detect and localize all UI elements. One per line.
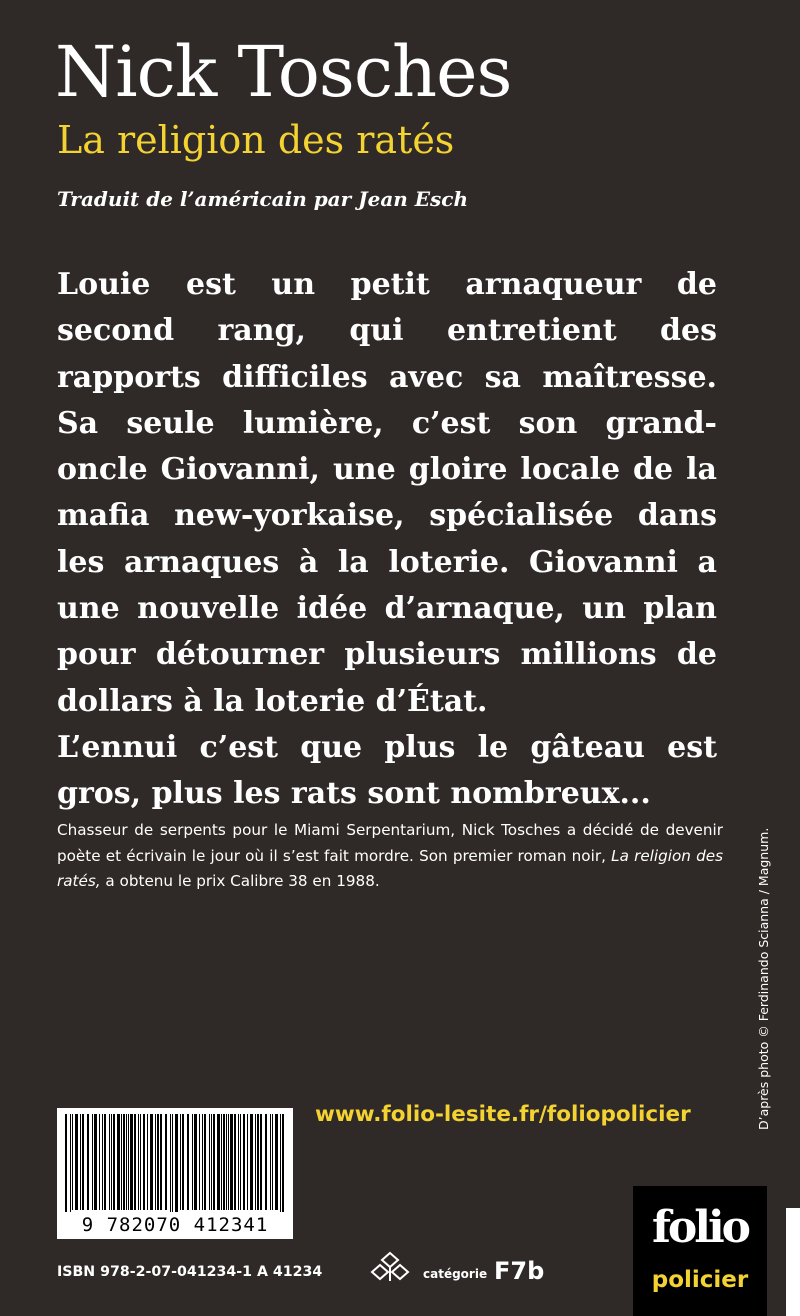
folio-logo-name: folio	[651, 1202, 749, 1253]
isbn: ISBN 978-2-07-041234-1 A 41234	[57, 1264, 323, 1280]
folio-logo	[633, 1186, 767, 1316]
author-name: Nick Tosches	[55, 31, 512, 113]
barcode	[57, 1108, 293, 1239]
category-code: F7b	[494, 1257, 545, 1285]
book-title: La religion des ratés	[57, 118, 455, 162]
barcode-bars	[57, 1108, 293, 1214]
barcode-digits: 9 782070 412341	[57, 1212, 293, 1238]
edge-mark	[786, 1208, 800, 1316]
author-bio	[57, 818, 723, 895]
website-link[interactable]: www.folio-lesite.fr/foliopolicier	[315, 1102, 691, 1127]
bio-text-2: a obtenu le prix Calibre 38 en 1988.	[100, 872, 380, 890]
blurb-paragraph-2: L’ennui c’est que plus le gâteau est gros, plus les rats sont nombreux...	[57, 729, 717, 812]
bio-text-1: Chasseur de serpents pour le Miami Serpentarium, Nick Tosches a décidé de devenir poète et écrivain le jour où il s’est fait mordre. Son premier roman noir,	[57, 821, 723, 865]
category-label: catégorie	[423, 1267, 488, 1281]
author-bio-paragraph	[57, 818, 723, 895]
publisher-emblem-icon	[368, 1250, 412, 1284]
blurb	[57, 262, 717, 818]
photo-credit: D’après photo © Ferdinando Scianna / Magnum.	[756, 827, 771, 1130]
bio-book-title: La religion des ratés,	[57, 846, 723, 890]
blurb-paragraph-1: Louie est un petit arnaqueur de second rang, qui entretient des rapports difficiles avec sa maîtresse. Sa seule lumière, c’est son grand-oncle Giovanni, une gloire locale de la mafia new-yorkaise, spécialisée dans les arnaques à la loterie. Giovanni a une nouvelle idée d’arnaque, un plan pour détourner plusieurs millions de dollars à la loterie d’État.	[57, 267, 717, 719]
translator-credit: Traduit de l’américain par Jean Esch	[57, 187, 469, 211]
folio-logo-series: policier	[651, 1267, 749, 1293]
